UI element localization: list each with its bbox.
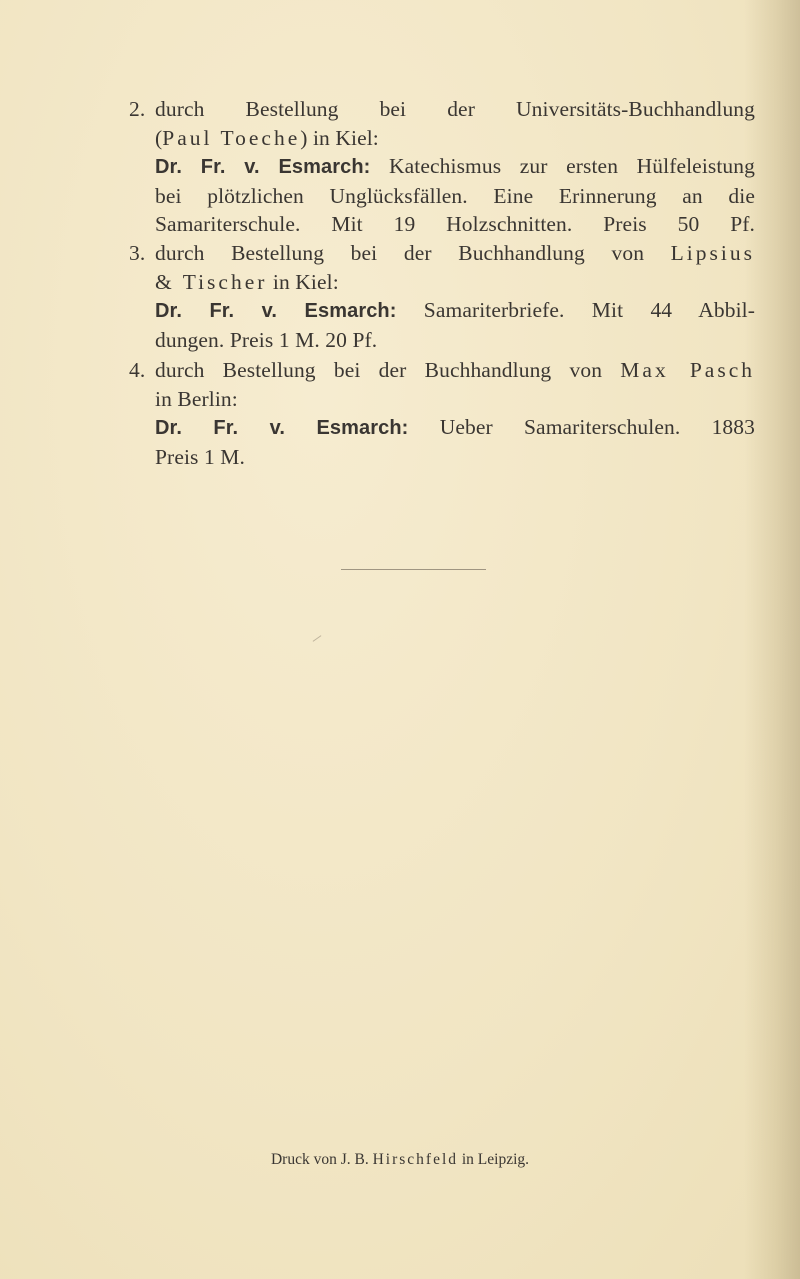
text-fragment: ( xyxy=(155,125,163,150)
item-number: 3. xyxy=(129,241,146,265)
text-line: dungen. Preis 1 M. 20 Pf. xyxy=(155,327,378,352)
text-fragment: in Kiel: xyxy=(267,269,339,294)
text-line: Preis 1 M. xyxy=(155,444,245,469)
publisher-name: & Tischer xyxy=(155,269,268,294)
list-item-2 xyxy=(129,95,755,239)
text-line xyxy=(155,152,755,182)
publisher-name: Max Pasch xyxy=(620,358,756,382)
list-item-3 xyxy=(129,239,755,354)
author-name: Dr. Fr. v. Esmarch: xyxy=(155,156,371,179)
text-line xyxy=(155,413,755,443)
printer-name: Hirschfeld xyxy=(372,1151,458,1168)
text-line xyxy=(155,239,755,268)
text-fragment: Druck von J. B. xyxy=(270,1151,373,1168)
publisher-name: Lipsius xyxy=(670,241,755,265)
printer-imprint xyxy=(0,1151,800,1169)
text-fragment: Samariterbriefe. Mit 44 Abbil- xyxy=(396,298,755,323)
author-name: Dr. Fr. v. Esmarch: xyxy=(155,300,397,323)
text-line xyxy=(155,268,755,297)
text-line xyxy=(155,124,755,153)
text-line xyxy=(155,356,755,385)
text-fragment: in Leipzig. xyxy=(458,1151,530,1168)
text-fragment: durch Bestellung bei der Buchhandlung von xyxy=(155,358,621,382)
text-fragment: ) in Kiel: xyxy=(300,125,379,150)
item-number: 2. xyxy=(129,97,146,121)
divider-rule xyxy=(341,569,486,570)
list-item-4 xyxy=(129,356,756,471)
publisher-name: Paul Toeche xyxy=(162,125,301,150)
text-line xyxy=(155,296,755,326)
text-line: Samariterschule. Mit 19 Holzschnitten. Preis 50 Pf. xyxy=(155,212,755,237)
text-line: in Berlin: xyxy=(155,386,238,411)
text-line: bei plötzlichen Unglücksfällen. Eine Erinnerung an die xyxy=(155,183,755,208)
text-line: durch Bestellung bei der Universitäts-Buchhandlung xyxy=(155,97,755,121)
item-number: 4. xyxy=(129,358,146,382)
text-fragment: Katechismus zur ersten Hülfeleistung xyxy=(370,154,755,179)
author-name: Dr. Fr. v. Esmarch: xyxy=(155,417,409,440)
text-fragment: Ueber Samariterschulen. 1883 xyxy=(408,415,755,440)
text-fragment: durch Bestellung bei der Buchhandlung von xyxy=(155,241,671,265)
print-mark xyxy=(313,635,322,642)
